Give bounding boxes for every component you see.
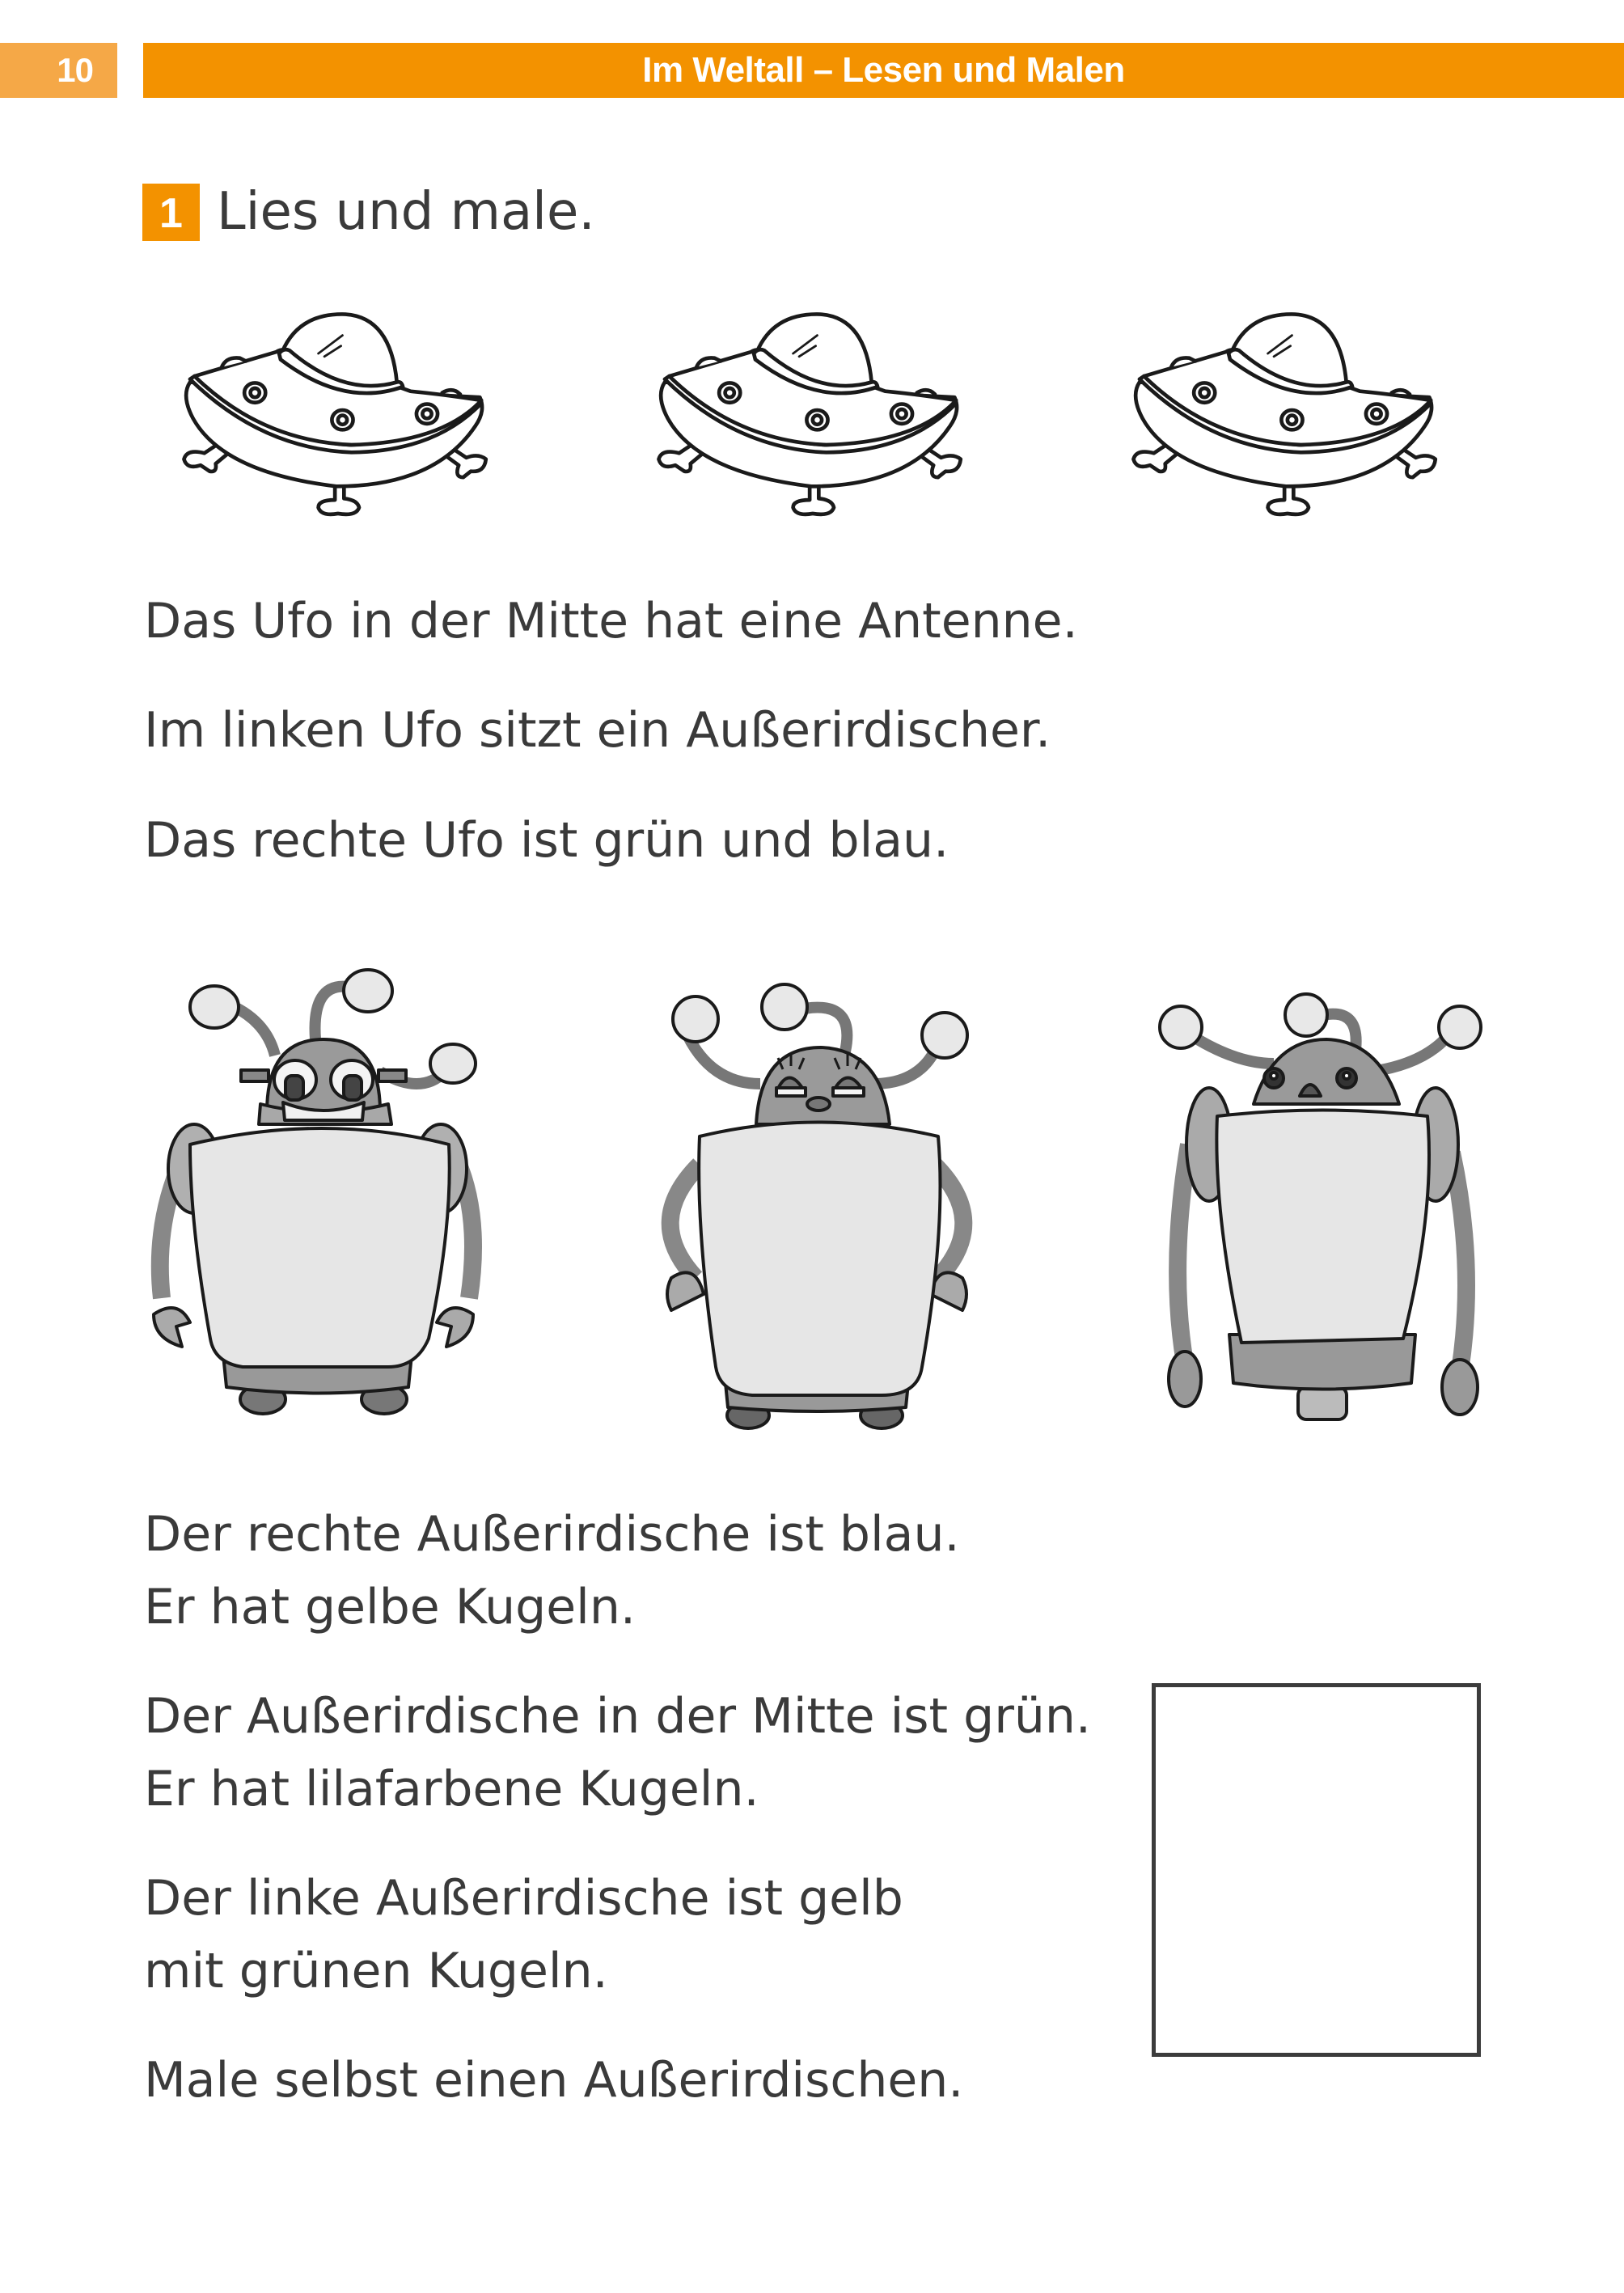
- page-number: 10: [57, 51, 93, 89]
- drawing-area-box[interactable]: [1152, 1683, 1481, 2057]
- alien-paragraph-2-line-1: Der Außerirdische in der Mitte ist grün.: [144, 1688, 1091, 1745]
- ufo-middle-icon: [633, 298, 989, 524]
- task-number-badge: 1: [142, 184, 200, 241]
- alien-paragraph-3-line-2: mit grünen Kugeln.: [144, 1943, 608, 1999]
- alien-right-icon: [1152, 983, 1492, 1436]
- page-title: Im Weltall – Lesen und Malen: [642, 50, 1125, 90]
- alien-paragraph-1-line-1: Der rechte Außerirdische ist blau.: [144, 1506, 960, 1563]
- alien-left-icon: [146, 958, 485, 1419]
- task-instruction: Lies und male.: [217, 182, 595, 242]
- page-number-box: [0, 43, 117, 98]
- ufo-sentence-1: Das Ufo in der Mitte hat eine Antenne.: [144, 593, 1078, 649]
- header-bar: [143, 43, 1624, 98]
- ufo-sentence-3: Das rechte Ufo ist grün und blau.: [144, 812, 949, 869]
- alien-middle-icon: [639, 962, 995, 1432]
- alien-paragraph-1-line-2: Er hat gelbe Kugeln.: [144, 1579, 636, 1635]
- alien-paragraph-2-line-2: Er hat lilafarbene Kugeln.: [144, 1761, 759, 1817]
- ufo-left-icon: [159, 298, 514, 524]
- ufo-sentence-2: Im linken Ufo sitzt ein Außerirdischer.: [144, 702, 1051, 759]
- ufo-right-icon: [1108, 298, 1464, 524]
- alien-paragraph-3-line-1: Der linke Außerirdische ist gelb: [144, 1870, 903, 1927]
- alien-paragraph-4-line-1: Male selbst einen Außerirdischen.: [144, 2052, 964, 2109]
